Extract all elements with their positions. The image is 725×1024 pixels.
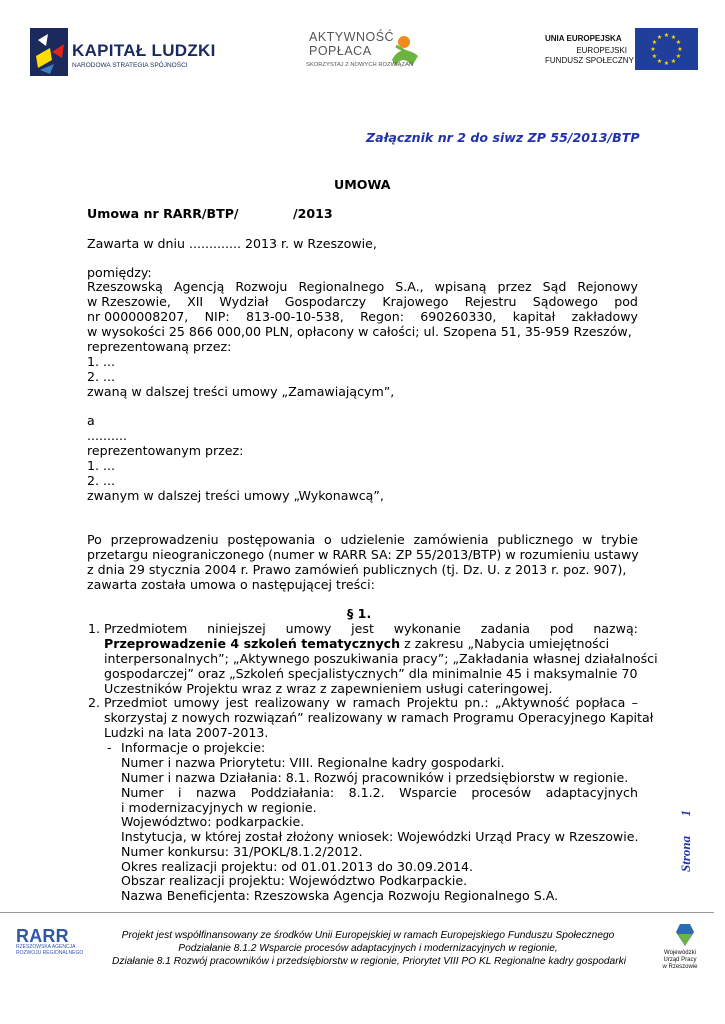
party2-rep-1: 1. ...	[87, 458, 116, 473]
p2-number: 2.	[88, 695, 101, 710]
svg-text:★: ★	[677, 46, 683, 53]
text: przetargu nieograniczonego (numer w RARR SA: ZP 55/2013/BTP)	[87, 547, 502, 562]
preamble-line1	[87, 532, 638, 547]
p1-number: 1.	[88, 621, 101, 636]
document-title: UMOWA	[334, 177, 391, 192]
word: Po	[87, 532, 102, 547]
word: adaptacyjnych	[545, 785, 638, 800]
zawarta-line: Zawarta w dniu ............. 2013 r. w Rzeszowie,	[87, 236, 377, 251]
word: realizowany	[254, 695, 330, 710]
party1-line4: w wysokości 25 866 000,00 PLN, opłacony w całości; ul. Szopena 51, 35-959 Rzeszów,	[87, 324, 632, 339]
word: Rejestru	[464, 294, 517, 309]
annex-heading: Załącznik nr 2 do siwz ZP 55/2013/BTP	[366, 130, 640, 145]
svg-text:★: ★	[663, 60, 670, 67]
word: zamówienia	[413, 532, 489, 547]
page-marker	[678, 802, 694, 872]
party2-rep: reprezentowanym przez:	[87, 443, 244, 458]
p1-line5: Uczestników Projektu wraz z wraz z zapewnieniem usługi cateringowej.	[104, 681, 553, 696]
word: nr 0000008207,	[87, 309, 189, 324]
word: postępowania	[227, 532, 316, 547]
contract-number-label: Umowa nr RARR/BTP/	[87, 206, 239, 221]
eu-flag-icon	[635, 28, 698, 70]
word: kapitał	[512, 309, 556, 324]
party1-line3	[87, 309, 638, 324]
p1-line4: gospodarczej” oraz „Szkoleń specjalistycznych” dla minimalnie 45 i maksymalnie 70	[104, 666, 638, 681]
party2-called: zwanym w dalszej treści umowy „Wykonawcą”,	[87, 488, 384, 503]
contract-number-year: /2013	[293, 206, 333, 221]
word: trybie	[601, 532, 638, 547]
svg-text:★: ★	[663, 32, 670, 39]
page-number: 1	[678, 809, 693, 817]
section-heading: § 1.	[347, 606, 372, 621]
p2-dash: -	[107, 740, 112, 755]
p2-line3: Ludzki na lata 2007-2013.	[104, 725, 269, 740]
word: umowy	[173, 695, 220, 710]
svg-text:★: ★	[675, 39, 682, 46]
word: 8.1.2.	[348, 785, 385, 800]
wup-line1: Wojewódzki	[664, 950, 696, 956]
word: Sąd	[542, 279, 567, 294]
word: Projektu	[406, 695, 459, 710]
info-priorytet: Numer i nazwa Priorytetu: VIII. Regionalne kadry gospodarki.	[121, 755, 505, 770]
party2-and: a	[87, 413, 95, 428]
info-beneficjent: Nazwa Beneficjenta: Rzeszowska Agencja Rozwoju Regionalnego S.A.	[121, 888, 559, 903]
word: 690260330,	[420, 309, 497, 324]
word: popłaca	[575, 695, 626, 710]
word: ramach	[352, 695, 401, 710]
kapital-ludzki-subtitle: NARODOWA STRATEGIA SPÓJNOŚCI	[72, 62, 188, 69]
preamble-line4: zawarta została umowa o następującej treści:	[87, 577, 375, 592]
aktywnosc-line1: AKTYWNOŚĆ	[309, 30, 395, 44]
ue-line3: FUNDUSZ SPOŁECZNY	[545, 56, 634, 65]
info-label: Informacje o projekcie:	[121, 740, 266, 755]
preamble-line3: z dnia 29 stycznia 2004 r. Prawo zamówień publicznych (tj. Dz. U. z 2013 r. poz. 907),	[87, 562, 627, 577]
wup-line2: Urząd Pracy	[663, 957, 697, 963]
word: Regionalnego	[298, 279, 385, 294]
info-wojewodztwo: Województwo: podkarpackie.	[121, 814, 305, 829]
word: nazwa	[195, 785, 237, 800]
training-title: Przeprowadzenie 4 szkoleń tematycznych	[104, 636, 401, 651]
footer-line2: Podziałanie 8.1.2 Wsparcie procesów adaptacyjnych i modernizacyjnych w regionie,	[178, 943, 558, 954]
word: niniejszej	[207, 621, 266, 636]
party1-called: zwaną w dalszej treści umowy „Zamawiającym”,	[87, 384, 395, 399]
party1-rep: reprezentowaną przez:	[87, 339, 232, 354]
party2-dots: ..........	[87, 428, 128, 443]
word: zakładowy	[571, 309, 638, 324]
footer-line1: Projekt jest współfinansowany ze środków Unii Europejskiej w ramach Europejskiego Funduszu Społecznego	[121, 930, 615, 941]
svg-text:★: ★	[670, 58, 677, 65]
word: Przedmiot	[104, 695, 168, 710]
word: Regon:	[360, 309, 404, 324]
info-instytucja: Instytucja, w której został złożony wniosek: Wojewódzki Urząd Pracy w Rzeszowie.	[121, 829, 639, 844]
page-label: Strona	[678, 835, 693, 872]
footer-divider	[0, 912, 714, 913]
word: wpisaną	[434, 279, 487, 294]
aktywnosc-line2: POPŁACA	[309, 44, 372, 58]
info-okres: Okres realizacji projektu: od 01.01.2013 do 30.09.2014.	[121, 859, 473, 874]
info-dzialanie: Numer i nazwa Działania: 8.1. Rozwój pracowników i przedsiębiorstw w regionie.	[121, 770, 629, 785]
preamble-line2	[87, 547, 638, 562]
word: procesów	[471, 785, 532, 800]
p1-line1	[104, 621, 638, 636]
p2-line1	[104, 695, 638, 710]
word: jest	[351, 621, 374, 636]
pomiedzy: pomiędzy:	[87, 265, 152, 280]
word: pod	[614, 294, 638, 309]
word: pn.:	[464, 695, 489, 710]
word: zadania	[480, 621, 530, 636]
word: przeprowadzeniu	[110, 532, 219, 547]
wup-line3: w Rzeszowie	[662, 964, 698, 970]
party2-rep-2: 2. ...	[87, 473, 116, 488]
word: XII	[187, 294, 204, 309]
word: jest	[225, 695, 249, 710]
word: i	[178, 785, 182, 800]
info-obszar: Obszar realizacji projektu: Województwo Podkarpackie.	[121, 873, 468, 888]
word: wykonanie	[393, 621, 461, 636]
p1-line2	[104, 636, 609, 651]
word: Przedmiotem	[104, 621, 188, 636]
rarr-logo-sub1: RZESZOWSKA AGENCJA	[16, 944, 76, 950]
p1-line3: interpersonalnych”; „Aktywnego poszukiwania pracy”; „Zakładania własnej działalności	[104, 651, 658, 666]
party1-line1	[87, 279, 638, 294]
word: Rejonowy	[577, 279, 638, 294]
party1-line2	[87, 294, 638, 309]
svg-text:★: ★	[656, 58, 663, 65]
word: Rozwoju	[235, 279, 288, 294]
word: Numer	[121, 785, 164, 800]
word: umowy	[285, 621, 332, 636]
svg-text:★: ★	[670, 34, 677, 41]
svg-text:★: ★	[656, 34, 663, 41]
word: nazwą:	[593, 621, 638, 636]
info-konkurs: Numer konkursu: 31/POKL/8.1.2/2012.	[121, 844, 363, 859]
ue-title: UNIA EUROPEJSKA	[545, 34, 622, 43]
word: Wsparcie	[399, 785, 457, 800]
word: przez	[497, 279, 532, 294]
party1-rep-2: 2. ...	[87, 369, 116, 384]
kapital-ludzki-title: KAPITAŁ LUDZKI	[72, 41, 216, 60]
word: w Rzeszowie,	[87, 294, 171, 309]
rarr-logo-name: RARR	[16, 926, 69, 946]
word: Gospodarczy	[284, 294, 367, 309]
party1-rep-1: 1. ...	[87, 354, 116, 369]
info-poddzialanie-line2: i modernizacyjnych w regionie.	[121, 800, 317, 815]
word: Krajowego	[382, 294, 449, 309]
p1-line2-rest: z zakresu „Nabycia umiejętności	[400, 636, 610, 651]
footer-line3: Działanie 8.1 Rozwój pracowników i przedsiębiorstw w regionie, Priorytet VIII PO KL Regionalne kadry gospodarki	[112, 956, 626, 967]
word: Poddziałania:	[250, 785, 335, 800]
rarr-logo-sub2: ROZWOJU REGIONALNEGO	[16, 950, 84, 956]
word: Rzeszowską	[87, 279, 163, 294]
word: Wydział	[219, 294, 269, 309]
word: Sądowego	[532, 294, 598, 309]
word: 813-00-10-538,	[245, 309, 344, 324]
p2-line2: skorzystaj z nowych rozwiązań” realizowany w ramach Programu Operacyjnego Kapitał	[104, 710, 654, 725]
aktywnosc-line3: SKORZYSTAJ Z NOWYCH ROZWIĄZAŃ	[306, 62, 414, 68]
word: o	[324, 532, 332, 547]
word: NIP:	[204, 309, 230, 324]
word: S.A.,	[395, 279, 424, 294]
svg-text:★: ★	[650, 46, 656, 53]
svg-text:★: ★	[651, 53, 658, 60]
word: publicznego	[497, 532, 574, 547]
word: „Aktywność	[494, 695, 570, 710]
word: w	[336, 695, 347, 710]
svg-text:★: ★	[651, 39, 658, 46]
word: udzielenie	[340, 532, 405, 547]
ue-line2: EUROPEJSKI	[576, 46, 627, 55]
info-poddzialanie-line1	[121, 785, 638, 800]
text: w rozumieniu ustawy	[501, 547, 639, 562]
word: Agencją	[173, 279, 225, 294]
word: w	[582, 532, 593, 547]
svg-text:★: ★	[675, 53, 682, 60]
word: pod	[549, 621, 574, 636]
word: –	[631, 695, 638, 710]
